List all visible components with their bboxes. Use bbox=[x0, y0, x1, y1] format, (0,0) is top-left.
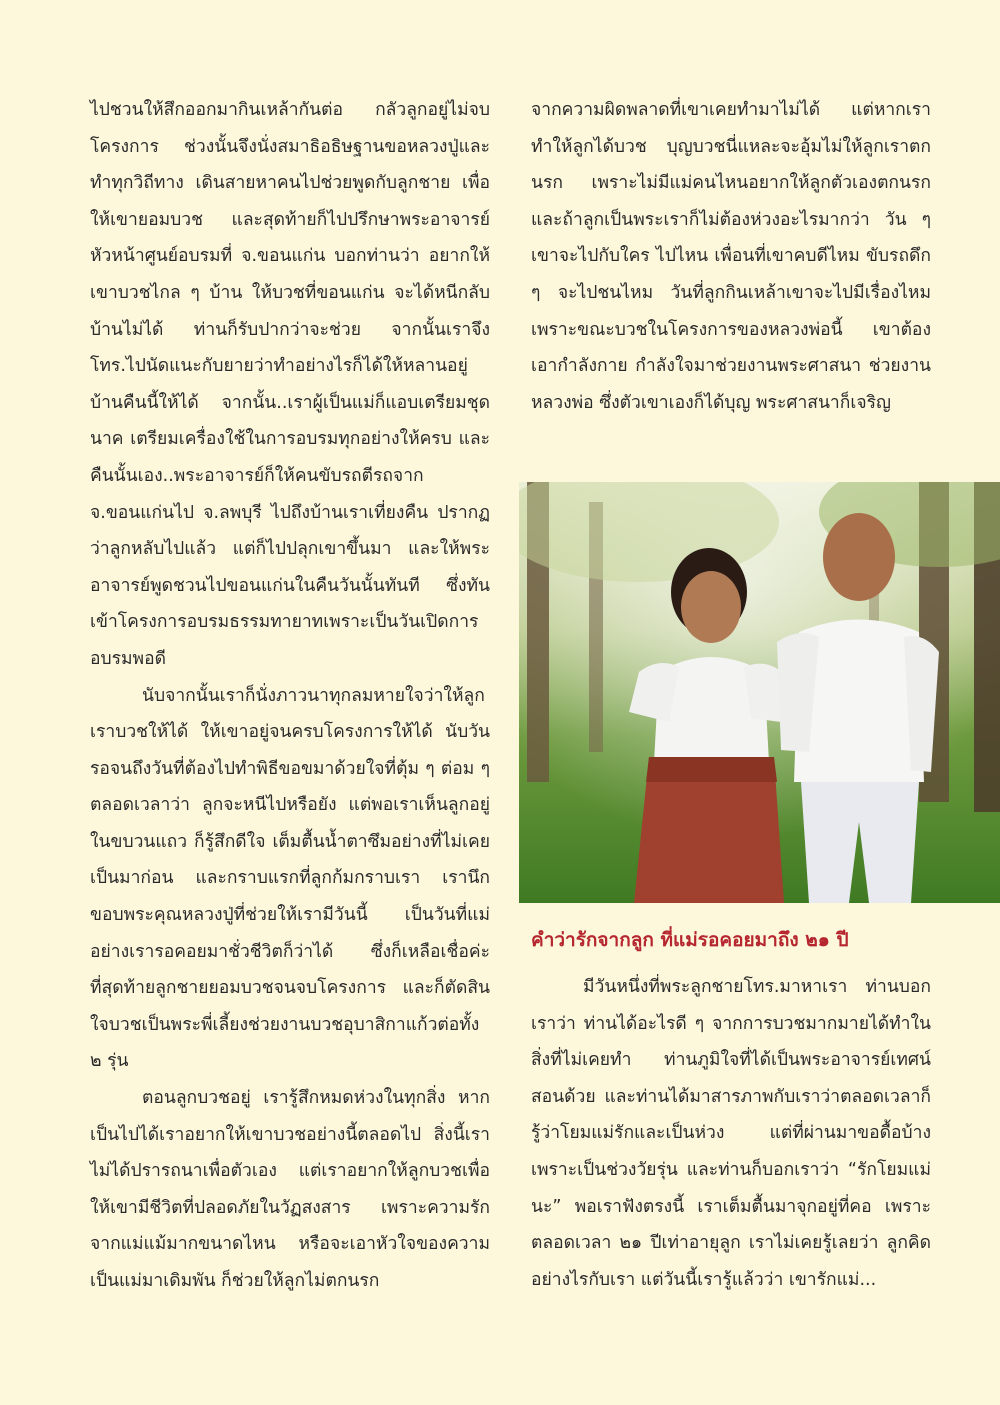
paragraph: ไปชวนให้สึกออกมากินเหล้ากันต่อ กลัวลูกอยู่ไม่จบโครงการ ช่วงนั้นจึงนั่งสมาธิอธิษฐานขอหลวงปู่และทำทุกวิถีทาง เดินสายหาคนไปช่วยพูดกับลูกชาย เพื่อให้เขายอมบวช และสุดท้ายก็ไปปรึกษาพระอาจารย์หัวหน้าศูนย์อบรมที่ จ.ขอนแก่น บอกท่านว่า อยากให้เขาบวชไกล ๆ บ้าน ให้บวชที่ขอนแก่น จะได้หนีกลับบ้านไม่ได้ ท่านก็รับปากว่าจะช่วย จากนั้นเราจึงโทร.ไปนัดแนะกับยายว่าทำอย่างไรก็ได้ให้หลานอยู่บ้านคืนนี้ให้ได้ จากนั้น..เราผู้เป็นแม่ก็แอบเตรียมชุดนาค เตรียมเครื่องใช้ในการอบรมทุกอย่างให้ครบ และคืนนั้นเอง..พระอาจารย์ก็ให้คนขับรถตีรถจาก จ.ขอนแก่นไป จ.ลพบุรี ไปถึงบ้านเราเที่ยงคืน ปรากฏว่าลูกหลับไปแล้ว แต่ก็ไปปลุกเขาขึ้นมา และให้พระอาจารย์พูดชวนไปขอนแก่นในคืนวันนั้นทันที ซึ่งทันเข้าโครงการอบรมธรรมทายาทเพราะเป็นวันเปิดการอบรมพอดี bbox=[90, 100, 490, 669]
paragraph: ตอนลูกบวชอยู่ เรารู้สึกหมดห่วงในทุกสิ่ง หากเป็นไปได้เราอยากให้เขาบวชอย่างนี้ตลอดไป สิ่งนี้เราไม่ได้ปรารถนาเพื่อตัวเอง แต่เราอยากให้ลูกบวชเพื่อให้เขามีชีวิตที่ปลอดภัยในวัฏสงสาร เพราะความรักจากแม่แม้มากขนาดไหน หรือจะเอาหัวใจของความเป็นแม่มาเดิมพัน ก็ช่วยให้ลูกไม่ตกนรก bbox=[90, 1088, 490, 1291]
paragraph: นับจากนั้นเราก็นั่งภาวนาทุกลมหายใจว่าให้ลูกเราบวชให้ได้ ให้เขาอยู่จนครบโครงการให้ได้ นับวันรอจนถึงวันที่ต้องไปทำพิธีขอขมาด้วยใจที่ตุ้ม ๆ ต่อม ๆ ตลอดเวลาว่า ลูกจะหนีไปหรือยัง แต่พอเราเห็นลูกอยู่ในขบวนแถว ก็รู้สึกดีใจ เต็มตื้นน้ำตาซึมอย่างที่ไม่เคยเป็นมาก่อน และกราบแรกที่ลูกก้มกราบเรา เรานึกขอบพระคุณหลวงปู่ที่ช่วยให้เรามีวันนี้ เป็นวันที่แม่อย่างเรารอคอยมาชั่วชีวิตก็ว่าได้ ซึ่งก็เหลือเชื่อค่ะ ที่สุดท้ายลูกชายยอมบวชจนจบโครงการ และก็ตัดสินใจบวชเป็นพระพี่เลี้ยงช่วยงานบวชอุบาสิกาแก้วต่อทั้ง ๒ รุ่น bbox=[90, 685, 490, 1072]
right-text-column bbox=[531, 92, 931, 421]
paragraph: จากความผิดพลาดที่เขาเคยทำมาไม่ได้ แต่หากเราทำให้ลูกได้บวช บุญบวชนี่แหละจะอุ้มไม่ให้ลูกเราตกนรก เพราะไม่มีแม่คนไหนอยากให้ลูกตัวเองตกนรก และถ้าลูกเป็นพระเราก็ไม่ต้องห่วงอะไรมากว่า วัน ๆ เขาจะไปกับใคร ไปไหน เพื่อนที่เขาคบดีไหม ขับรถดึก ๆ จะไปชนไหม วันที่ลูกกินเหล้าเขาจะไปมีเรื่องไหม เพราะขณะบวชในโครงการของหลวงพ่อนี้ เขาต้องเอากำลังกาย กำลังใจมาช่วยงานพระศาสนา ช่วยงานหลวงพ่อ ซึ่งตัวเขาเองก็ได้บุญ พระศาสนาก็เจริญ bbox=[531, 100, 931, 413]
section-heading: คำว่ารักจากลูก ที่แม่รอคอยมาถึง ๒๑ ปี bbox=[531, 929, 849, 951]
paragraph: มีวันหนึ่งที่พระลูกชายโทร.มาหาเรา ท่านบอกเราว่า ท่านได้อะไรดี ๆ จากการบวชมากมายได้ทำในสิ่งที่ไม่เคยทำ ท่านภูมิใจที่ได้เป็นพระอาจารย์เทศน์สอนด้วย และท่านได้มาสารภาพกับเราว่าตลอดเวลาก็รู้ว่าโยมแม่รักและเป็นห่วง แต่ที่ผ่านมาขอดื้อบ้าง เพราะเป็นช่วงวัยรุ่น และท่านก็บอกเราว่า “รักโยมแม่นะ” พอเราฟังตรงนี้ เราเต็มตื้นมาจุกอยู่ที่คอ เพราะตลอดเวลา ๒๑ ปีเท่าอายุลูก เราไม่เคยรู้เลยว่า ลูกคิดอย่างไรกับเรา แต่วันนี้เรารู้แล้วว่า เขารักแม่... bbox=[531, 977, 931, 1290]
mother-and-son-photo bbox=[519, 482, 1000, 903]
left-text-column bbox=[90, 92, 490, 1300]
right-text-column-lower bbox=[531, 969, 931, 1298]
